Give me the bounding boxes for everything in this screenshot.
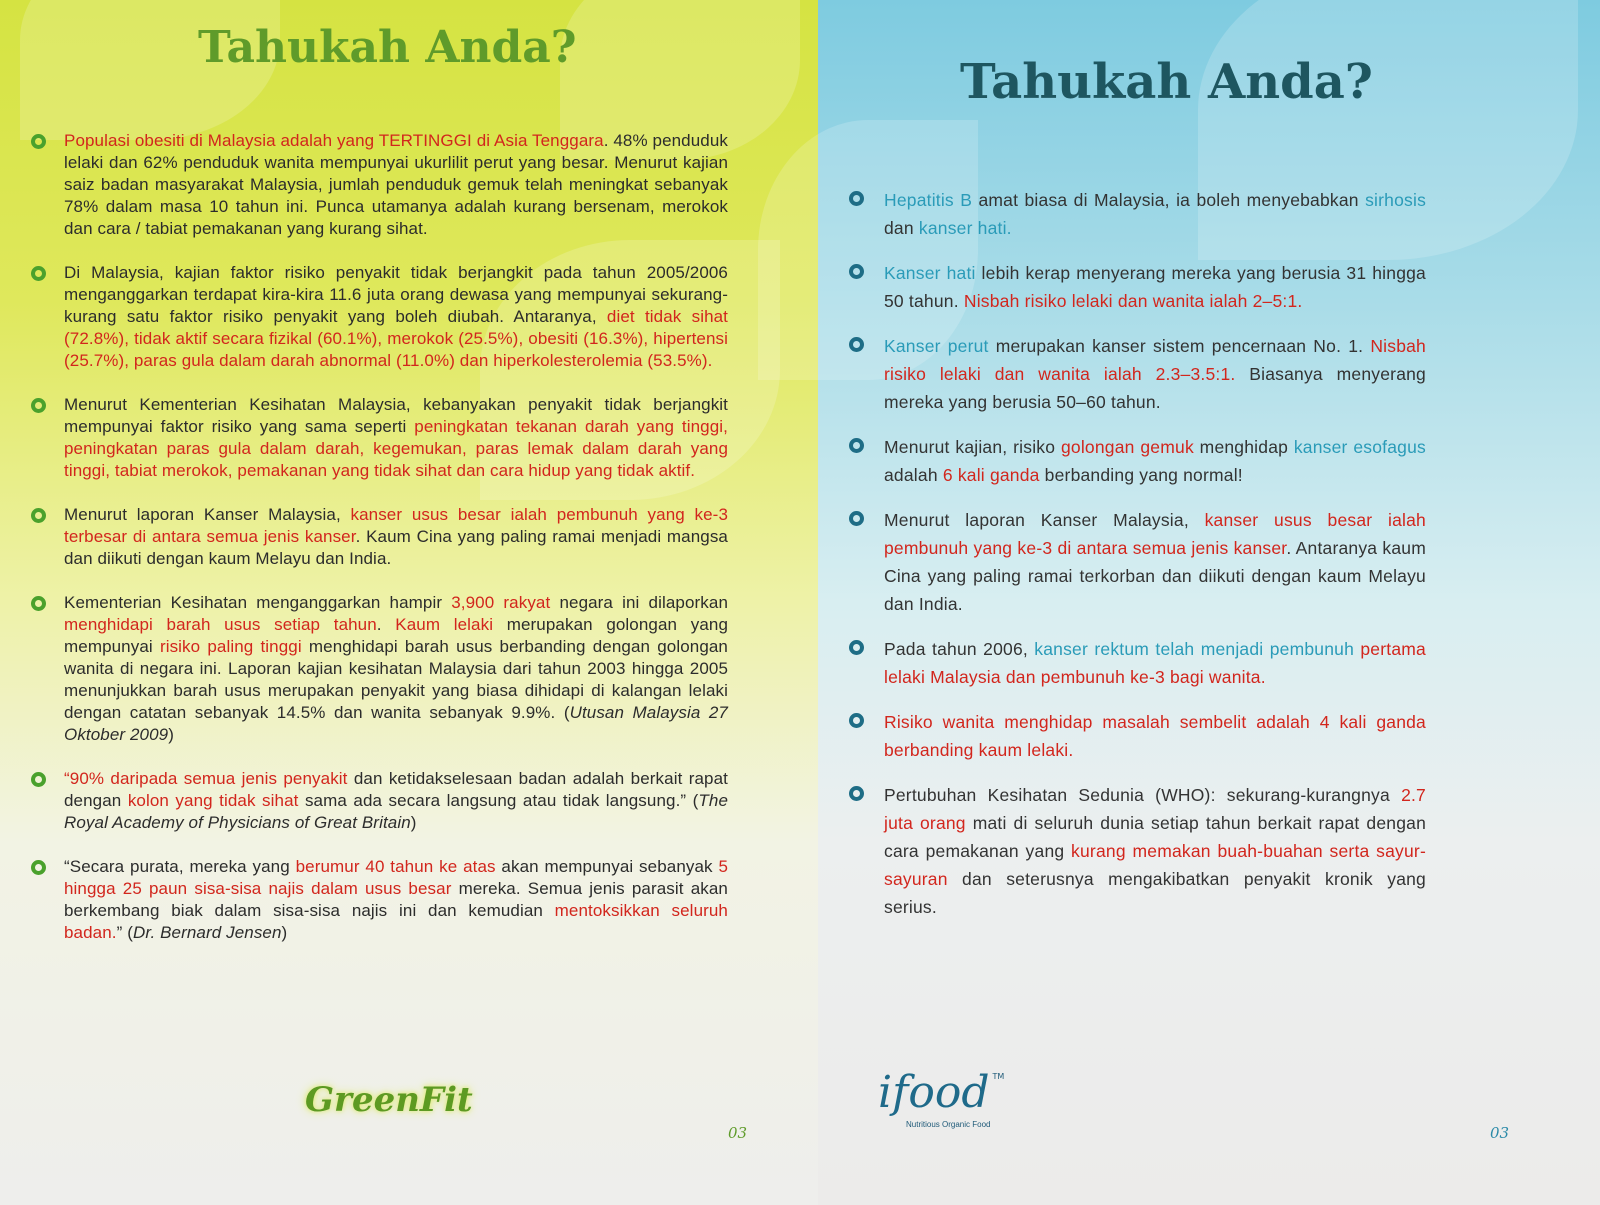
highlight-text: “90% daripada semua jenis penyakit [64,769,348,788]
highlight-text: risiko paling tinggi [159,637,302,656]
keyword-text: kanser hati. [918,218,1012,238]
body-text: merupakan kanser sistem pencernaan No. 1. [988,336,1371,356]
highlight-text: Nisbah risiko lelaki dan wanita ialah 2–5:1. [963,291,1303,311]
highlight-text: Kaum lelaki [395,615,494,634]
keyword-text: Kanser perut [884,336,989,356]
body-text: ) [281,923,288,942]
bullet-list [64,130,728,944]
body-text: mati di seluruh dunia setiap tahun berkait rapat dengan cara pemakanan yang [884,813,1427,861]
highlight-text: 5 hingga 25 paun sisa-sisa najis dalam usus besar [64,857,728,898]
bullet-circle-icon [849,786,864,801]
body-text: menghidapi barah usus berbanding dengan golongan wanita di negara ini. Laporan kajian kesihatan Malaysia dari tahun 2003 hingga 2005 menunjukkan barah usus merupakan penyakit yang biasa dihidapi di kalangan lelaki dengan catatan sebanyak 14.5% dan wanita sebanyak 9.9%. ( [64,637,728,722]
greenfit-logo: GreenFit [305,1080,473,1120]
bullet-circle-icon [849,191,864,206]
highlight-text: 2.7 juta orang [884,785,1426,833]
body-text: dan [884,218,919,238]
highlight-text: 6 kali ganda [942,465,1040,485]
bullet-circle-icon [31,772,46,787]
logo-trademark: TM [992,1072,1005,1081]
keyword-text: kanser esofagus [1293,437,1426,457]
right-page [818,0,1600,1205]
body-text: . Kaum Cina yang paling ramai menjadi mangsa dan diikuti dengan kaum Melayu dan India. [64,527,728,568]
bullet-item [884,433,1426,489]
highlight-text: pertama lelaki Malaysia dan pembunuh ke-3 bagi wanita. [884,639,1426,687]
body-text: “Secara purata, mereka yang [64,857,296,876]
highlight-text: kanser usus besar ialah pembunuh yang ke-3 di antara semua jenis kanser [884,510,1426,558]
body-text: Kementerian Kesihatan menganggarkan hampir [64,593,452,612]
body-text: amat biasa di Malaysia, ia boleh menyebabkan [972,190,1366,210]
citation-text: Utusan Malaysia 27 Oktober 2009 [64,703,728,744]
highlight-text: Populasi obesiti di Malaysia adalah yang TERTINGGI di Asia Tenggara [64,131,604,150]
bullet-item [884,186,1426,242]
logo-wordmark: ifood [878,1067,990,1118]
bullet-item [64,262,728,372]
bullet-item [884,781,1426,921]
bullet-item [884,259,1426,315]
body-text: menghidap [1193,437,1294,457]
body-text: Menurut laporan Kanser Malaysia, [64,505,351,524]
bullet-circle-icon [849,511,864,526]
body-text: Menurut laporan Kanser Malaysia, [884,510,1205,530]
body-text: mereka. Semua jenis parasit akan berkembang biak dalam sisa-sisa najis ini dan kemudian [64,879,728,920]
bullet-circle-icon [31,398,46,413]
body-text: ) [410,813,417,832]
body-text: . Antaranya kaum Cina yang paling ramai terkorban dan diikuti dengan kaum Melayu dan India. [884,538,1427,614]
keyword-text: Hepatitis B [884,190,973,210]
highlight-text: diet tidak sihat (72.8%), tidak aktif secara fizikal (60.1%), merokok (25.5%), obesiti (16.3%), hipertensi (25.7%), paras gula dalam darah abnormal (11.0%) dan hiperkolesterolemia (53.5%). [64,307,728,370]
bullet-item [64,130,728,240]
body-text: dan ketidakselesaan badan adalah berkait rapat dengan [64,769,728,810]
body-text: sama ada secara langsung atau tidak langsung.” ( [298,791,699,810]
bullet-item [64,504,728,570]
body-text: akan mempunyai sebanyak [495,857,719,876]
highlight-text: kurang memakan buah-buahan serta sayur-sayuran [884,841,1426,889]
bullet-circle-icon [849,337,864,352]
bullet-circle-icon [849,264,864,279]
page-number: 03 [1490,1124,1510,1142]
body-text: berbanding yang normal! [1039,465,1243,485]
highlight-text: Nisbah risiko lelaki dan wanita ialah 2.3–3.5:1. [884,336,1426,384]
keyword-text: kanser rektum telah menjadi pembunuh [1034,639,1361,659]
bullet-circle-icon [31,508,46,523]
highlight-text: berumur 40 tahun ke atas [295,857,496,876]
bullet-item [884,332,1426,416]
bullet-item [64,592,728,746]
body-text: Menurut Kementerian Kesihatan Malaysia, kebanyakan penyakit tidak berjangkit mempunyai faktor risiko yang sama seperti [64,395,728,436]
body-text: . [376,615,396,634]
bullet-item [64,394,728,482]
highlight-text: menghidapi barah usus setiap tahun [64,615,377,634]
bullet-circle-icon [31,134,46,149]
body-text: adalah [884,465,943,485]
highlight-text: peningkatan tekanan darah yang tinggi, peningkatan paras gula dalam darah, kegemukan, paras lemak dalam darah yang tinggi, tabiat merokok, pemakanan yang tidak sihat dan cara hidup yang tidak aktif. [64,417,728,480]
bullet-circle-icon [849,713,864,728]
body-text: Di Malaysia, kajian faktor risiko penyakit tidak berjangkit pada tahun 2005/2006 menganggarkan terdapat kira-kira 11.6 juta orang dewasa yang mempunyai sekurang-kurang satu faktor risiko penyakit yang boleh diubah. Antaranya, [64,263,728,326]
highlight-text: Risiko wanita menghidap masalah sembelit adalah 4 kali ganda berbanding kaum lelaki. [884,712,1426,760]
bullet-item [64,856,728,944]
bullet-circle-icon [849,640,864,655]
bullet-circle-icon [31,860,46,875]
page-title: Tahukah Anda? [960,54,1373,110]
bullet-circle-icon [31,266,46,281]
highlight-text: kolon yang tidak sihat [127,791,299,810]
keyword-text: sirhosis [1365,190,1427,210]
body-text: lebih kerap menyerang mereka yang berusia 31 hingga 50 tahun. [884,263,1426,311]
highlight-text: 3,900 rakyat [451,593,551,612]
body-text: Menurut kajian, risiko [884,437,1061,457]
bullet-circle-icon [31,596,46,611]
body-text: merupakan golongan yang mempunyai [64,615,728,656]
highlight-text: kanser usus besar ialah pembunuh yang ke-3 terbesar di antara semua jenis kanser [64,505,728,546]
logo-tagline: Nutritious Organic Food [906,1120,991,1129]
body-text: Biasanya menyerang mereka yang berusia 50–60 tahun. [884,364,1426,412]
keyword-text: Kanser hati [884,263,976,283]
page-title: Tahukah Anda? [198,22,577,73]
body-text: Pertubuhan Kesihatan Sedunia (WHO): sekurang-kurangnya [884,785,1402,805]
page-number: 03 [728,1124,748,1142]
body-text: dan seterusnya mengakibatkan penyakit kronik yang serius. [884,869,1426,917]
highlight-text: golongan gemuk [1060,437,1194,457]
body-text: . 48% penduduk lelaki dan 62% penduduk wanita mempunyai ukurlilit perut yang besar. Menurut kajian saiz badan masyarakat Malaysia, jumlah penduduk gemuk telah meningkat sebanyak 78% dalam masa 10 tahun ini. Punca utamanya adalah kurang bersenam, merokok dan cara / tabiat pemakanan yang kurang sihat. [64,131,729,238]
bullet-item [884,506,1426,618]
bullet-item [884,708,1426,764]
bullet-item [884,635,1426,691]
body-text: ” ( [116,923,133,942]
body-text: negara ini dilaporkan [550,593,728,612]
bullet-list [884,186,1426,921]
bullet-item [64,768,728,834]
body-text: Pada tahun 2006, [884,639,1035,659]
citation-text: The Royal Academy of Physicians of Great Britain [64,791,728,832]
highlight-text: mentoksikkan seluruh badan. [64,901,728,942]
citation-text: Dr. Bernard Jensen [132,923,282,942]
body-text: ) [168,725,174,744]
ifood-logo [878,1068,1004,1130]
bullet-circle-icon [849,438,864,453]
